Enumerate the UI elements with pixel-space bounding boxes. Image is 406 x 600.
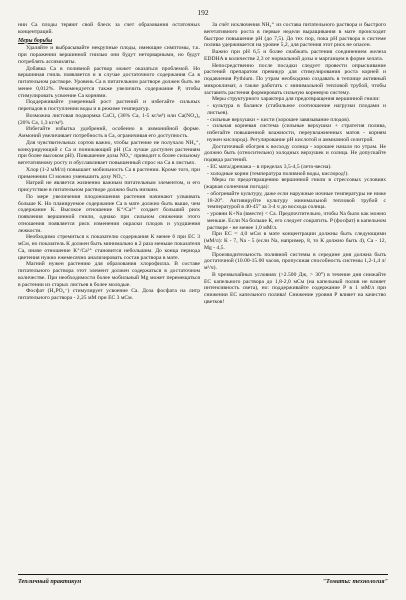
paragraph: нии Са плоды теряют свой блеск за счет образования остаточных концентраций. [18, 22, 200, 35]
paragraph: За счёт исключения NH₄⁺ из состава питательного раствора и быстрого вегетативного роста в первые недели выращивания в мате происходит быстрое повышение pH (до 7,5). До тех пор, пока pH раствора в системе полива удерживается на уровне 5,2, для растения этот риск не опасен. [204, 22, 386, 49]
list-item: - холодные корни (температура поливной воды, кислород!). [207, 170, 349, 177]
list-item: - уровни К+Na (вместе) < Са. Предпочтительно, чтобы Na было как можно меньше. Если Na больше К, его следует сократить. P (фосфат) в капельном растворе - не менее 1,0 мМ/л. [207, 211, 386, 231]
paragraph: Меры структурного характера для предотвращения вершинной гнили: [212, 96, 380, 103]
paragraph: Меры по предотвращению вершинной гнили в стрессовых условиях (жаркая солнечная погода): [204, 177, 386, 190]
list-item: - сильные верхушки + кисти (хорошее завязывание плодов). [207, 116, 351, 123]
paragraph: Хлор (1-2 мМ/л) повышает мобильность Са в растении. Кроме того, при применении Cl можно уменьшить дозу NO₃⁻. [18, 166, 200, 180]
list-item: - сильная корневая система (сильные верхушки + стратегия полива, избегайте повышенной влажности, переувлажненных матов - корням нужен кислород). Регулирование pH кислотой и аммиачной селитрой. [207, 123, 386, 143]
paragraph: При ЕС = 4,0 мСм в мате концентрации должны быть следующими (мМ/л): К - 7, Na - 5 (если Na, например, 8, то К должно быть 4), Са - 12, Mg - 4,5. [204, 231, 386, 251]
footer-right-title: "Томаты: технология" [322, 578, 388, 585]
right-column [204, 22, 386, 306]
paragraph: Избегайте избытка удобрений, особенно в аммонийной форме. Аммоний увеличивает потребность в Са, ограничивая его доступность. [18, 126, 200, 139]
paragraph: Добавка Са в поливной раствор может оказаться проблемой. Но вершинная гниль появляется и в случае достаточного содержания Са в питательном растворе. Уровень Са в питательном растворе должен быть не менее 0,012%. Рекомендуется также увеличить содержание Р, чтобы стимулировать усвоение Са корнями. [18, 65, 200, 99]
left-column [18, 22, 200, 302]
paragraph: Необходимо стремиться к показателю содержания К менее 6 при ЕС 3 мСм, но показатель К должен быть минимально в 2 раза меньше показателя Са, иначе отношение К⁺/Са²⁺ становится небольшим. До конца периода цветения нужно ежемесячно анализировать состав раствора в мате. [18, 234, 200, 261]
paragraph: В чрезвычайных условиях (>2.500 Дж, > 30°) в течение дня снижайте ЕС капельного раствора до 1,8-2,0 мСм (на капельный полив не влияет интенсивность света), но: поддерживайте содержание Р в 1 мМ/л при снижении ЕС капельного полива! Снижение уровня Р влияет на качество цветков! [204, 271, 386, 305]
paragraph: Натрий не является жизненно важным питательным элементом, и его присутствие в питательном растворе должно быть низким. [18, 180, 200, 193]
page-footer [18, 574, 388, 585]
page-number: 192 [197, 8, 209, 17]
paragraph: Фосфат (H₂PO₄⁻) стимулирует усвоение Са. Доза фосфата на литр питательного раствора - 2,25 мМ при ЕС 3 мСм. [18, 288, 200, 301]
paragraph: Для чувствительных сортов важно, чтобы растение не получало NH₄⁺, конкурирующий с Са и понижающий pH (Са лучше доступен растениям при более высоком pH). Повышение дозы NO₃⁻ приводит к более сильному вегетативному росту и обуславливает повышенный спрос на Са в листьях. [18, 139, 200, 166]
paragraph: Производительность поливной системы в середине дня должна быть достаточной (10.00-15.00 часов, пропускная способность системы 1,2-1,4 л/м²/ч). [204, 251, 386, 271]
paragraph: Магний нужен растению для образования хлорофилла. В составе питательного раствора этот элемент должен содержаться в достаточном количестве. При необходимости более мобильный Mg может перемещаться в растении из старых листьев в более молодые. [18, 261, 200, 288]
footer-left-title: Тепличный практикум [18, 578, 82, 585]
paragraph: Удаляйте и выбрасывайте некрупные плоды, имеющие симптомы, т.к. при поражении вершинной гнилью они будут неторварными, но будут потреблять ассимиляты. [18, 45, 200, 65]
paragraph: Важно при pH 6,5 и более снабжать растения соединением железа EDDHA в количестве 2,3 от нормальной дозы и марганцем в форме хелата. [204, 49, 386, 62]
paragraph: Непосредственно после посадки следует провести опрыскивание растений препаратом превикур для стимулирования роста корней и подавления Pythium. По утрам необходимо создавать в теплице активный микроклимат, а также работать с минимальной тепловой трубой, чтобы заставить растения формировать сильную корневую систему. [204, 62, 386, 96]
section-heading: Меры борьбы [18, 37, 53, 44]
list-item: - культура в балансе (стабильное соотношение нагрузки плодами и листьев). [207, 103, 386, 116]
paragraph: Возможна листовая подкормка CaCl₂ (36% Са, 1-5 кг/м³) или Ca(NO₃)₂ (20% Са, 1,3 кг/м³). [18, 112, 200, 126]
list-item: - ЕС мата/дренажа – в пределах 3,5-4,5 (лето-весна). [207, 163, 332, 170]
list-item: - обогревайте культуру, даже если наружные ночные температуры не ниже 18-20°. Активируйте культуру минимальной тепловой трубой с температурой в 40-45° за 3-4 ч до восхода солнца. [207, 190, 386, 211]
paragraph: По мере увеличения плодоношения растения начинают усваивать больше К. Но планируемое содержание Са в мате должно быть выше, чем содержание К. Высокое отношение К⁺/Са²⁺ создает больший риск появления вершинной гнили, однако при сильном снижении этого отношения появляется риск изменения окраски плодов и ухудшения лежкости. [18, 193, 200, 234]
paragraph: Поддерживайте умеренный рост растений и избегайте сильных перепадов в поступлении воды и в режиме температур. [18, 99, 200, 112]
paragraph: Достаточный обогрев к восходу солнца - хорошее начало по утрам. Не должно быть (относительно) холодных верхушек и солнца. Не допускайте подвяда растений. [204, 143, 386, 163]
